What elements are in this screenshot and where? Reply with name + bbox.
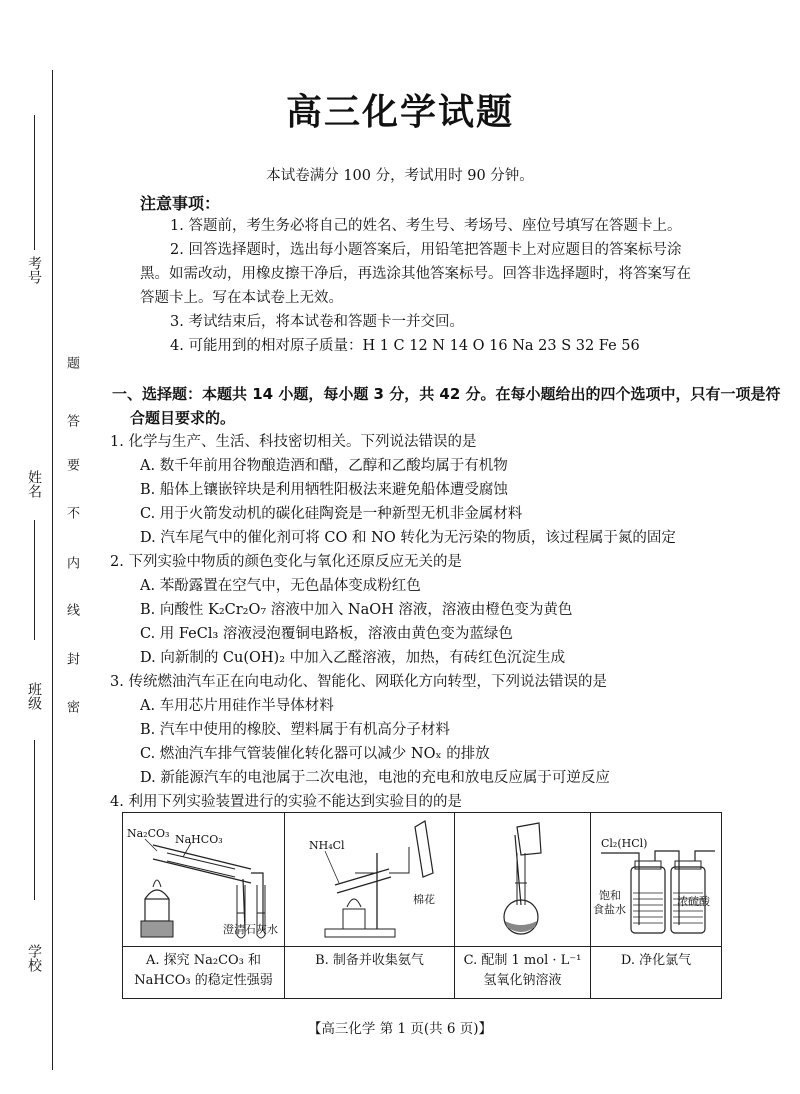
question-1-option-a: A. 数千年前用谷物酿造酒和醋，乙醇和乙酸均属于有机物 (140, 458, 508, 474)
apparatus-d (591, 813, 721, 998)
exam-info: 本试卷满分 100 分，考试用时 90 分钟。 (266, 168, 534, 184)
label-nh4cl: NH₄Cl (309, 839, 345, 852)
question-2-stem: 2. 下列实验中物质的颜色变化与氧化还原反应无关的是 (110, 554, 462, 570)
question-3-stem: 3. 传统燃油汽车正在向电动化、智能化、网联化方向转型，下列说法错误的是 (110, 674, 607, 690)
page-title: 高三化学试题 (285, 92, 514, 133)
question-2-option-c: C. 用 FeCl₃ 溶液浸泡覆铜电路板，溶液由黄色变为蓝绿色 (140, 626, 513, 642)
margin-field-name: 姓名 (26, 470, 42, 498)
question-2-option-a: A. 苯酚露置在空气中，无色晶体变成粉红色 (140, 578, 421, 594)
apparatus-a (123, 813, 285, 998)
seal-char: 密 (64, 700, 79, 713)
question-1-option-b: B. 船体上镶嵌锌块是利用牺牲阳极法来避免船体遭受腐蚀 (140, 482, 508, 498)
question-3-option-a: A. 车用芯片用硅作半导体材料 (140, 698, 334, 714)
notice-heading: 注意事项： (140, 194, 221, 213)
binding-line (52, 70, 53, 1070)
question-2-option-b: B. 向酸性 K₂Cr₂O₇ 溶液中加入 NaOH 溶液，溶液由橙色变为黄色 (140, 602, 573, 618)
section-heading: 一、选择题：本题共 14 小题，每小题 3 分，共 42 分。在每小题给出的四个选项中，只有一项是符 合题目要求的。 (112, 385, 781, 427)
label-na2co3: Na₂CO₃ (127, 827, 170, 840)
notice-line: 黑。如需改动，用橡皮擦干净后，再选涂其他答案标号。回答非选择题时，将答案写在 (140, 266, 691, 282)
seal-char: 要 (64, 458, 79, 471)
question-3-option-d: D. 新能源汽车的电池属于二次电池，电池的充电和放电反应属于可逆反应 (140, 770, 610, 786)
question-1-stem: 1. 化学与生产、生活、科技密切相关。下列说法错误的是 (110, 434, 477, 450)
label-limewater: 澄清石灰水 (223, 923, 278, 936)
apparatus-table (122, 812, 722, 999)
label-cl2-hcl: Cl₂(HCl) (601, 837, 648, 850)
notice-line: 1. 答题前，考生务必将自己的姓名、考生号、考场号、座位号填写在答题卡上。 (170, 218, 682, 234)
page-footer: 【高三化学 第 1 页(共 6 页)】 (307, 1021, 493, 1037)
name-blank[interactable] (34, 520, 35, 640)
apparatus-c (455, 813, 591, 998)
margin-field-school: 学校 (26, 944, 42, 972)
class-blank[interactable] (34, 740, 35, 900)
gas-washing-bottles-icon (591, 813, 721, 946)
seal-char: 题 (64, 356, 79, 369)
notice-line: 2. 回答选择题时，选出每小题答案后，用铅笔把答题卡上对应题目的答案标号涂 (170, 242, 682, 258)
seal-char: 内 (64, 556, 79, 569)
label-brine: 食盐水 (593, 903, 626, 916)
label-saturated: 饱和 (599, 889, 621, 902)
label-cotton: 棉花 (413, 893, 435, 906)
notice-line: 3. 考试结束后，将本试卷和答题卡一并交回。 (170, 314, 464, 330)
seal-char: 不 (64, 506, 79, 519)
label-nahco3: NaHCO₃ (175, 833, 223, 846)
caption-a: A. 探究 Na₂CO₃ 和 NaHCO₃ 的稳定性强弱 (134, 953, 273, 988)
question-3-option-c: C. 燃油汽车排气管装催化转化器可以减少 NOₓ 的排放 (140, 746, 490, 762)
notice-line: 4. 可能用到的相对原子质量：H 1 C 12 N 14 O 16 Na 23 S 32 Fe 56 (170, 338, 640, 354)
question-1-option-d: D. 汽车尾气中的催化剂可将 CO 和 NO 转化为无污染的物质，该过程属于氮的固定 (140, 530, 676, 546)
notice-line: 答题卡上。写在本试卷上无效。 (140, 290, 343, 306)
ammonia-prep-apparatus-icon (285, 813, 455, 946)
caption-c: C. 配制 1 mol · L⁻¹ 氢氧化钠溶液 (463, 953, 582, 988)
seal-char: 线 (64, 603, 79, 616)
question-2-option-d: D. 向新制的 Cu(OH)₂ 中加入乙醛溶液，加热，有砖红色沉淀生成 (140, 650, 566, 666)
question-4-stem: 4. 利用下列实验装置进行的实验不能达到实验目的的是 (110, 794, 462, 810)
apparatus-b (285, 813, 455, 998)
label-conc-sulfuric-acid: 浓硫酸 (677, 895, 710, 908)
seal-char: 封 (64, 652, 79, 665)
question-3-option-b: B. 汽车中使用的橡胶、塑料属于有机高分子材料 (140, 722, 450, 738)
question-1-option-c: C. 用于火箭发动机的碳化硅陶瓷是一种新型无机非金属材料 (140, 506, 523, 522)
volumetric-flask-icon (455, 813, 591, 946)
caption-d: D. 净化氯气 (620, 953, 692, 968)
margin-field-exam-number: 考号 (26, 256, 42, 284)
margin-field-class: 班级 (26, 682, 42, 710)
seal-char: 答 (64, 414, 79, 427)
caption-b: B. 制备并收集氨气 (315, 953, 424, 968)
